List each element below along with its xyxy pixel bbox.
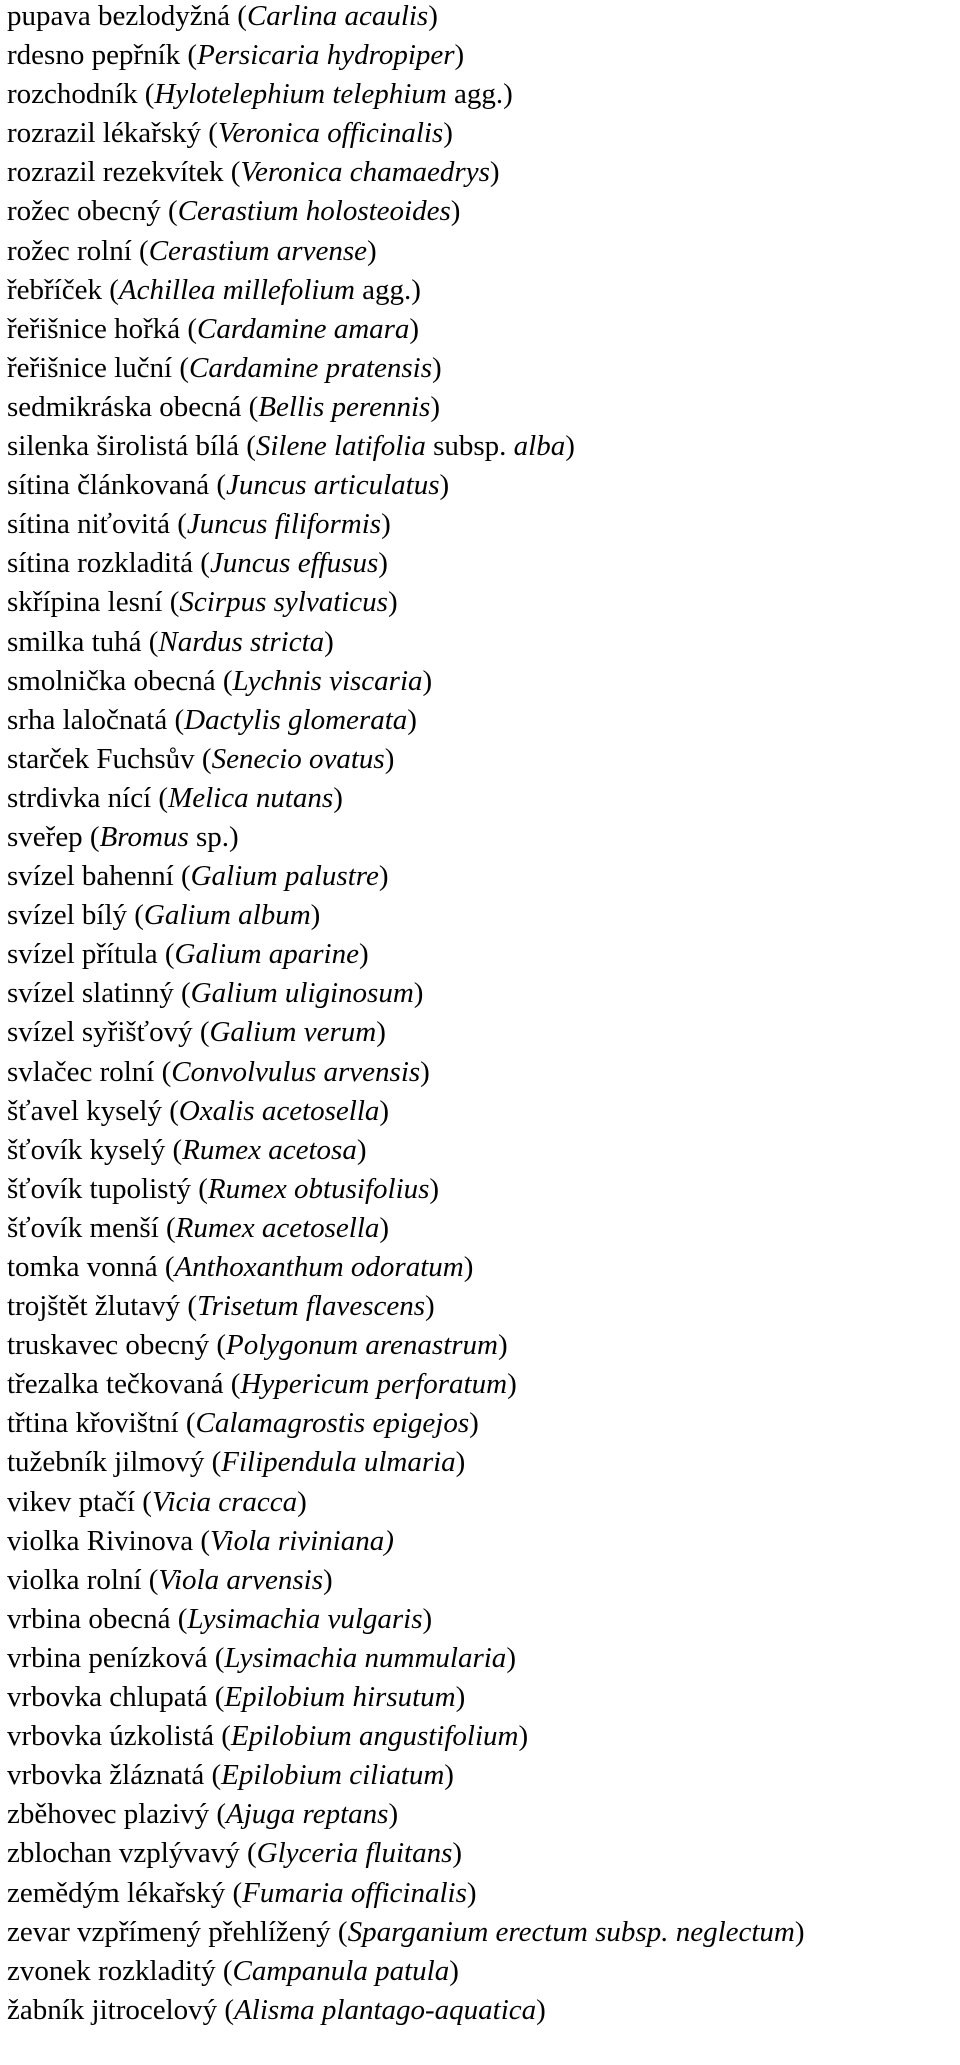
species-entry	[7, 1443, 957, 1482]
common-name: vrbovka chlupatá (	[7, 1681, 225, 1714]
species-entry	[7, 974, 957, 1013]
latin-name: Polygonum arenastrum	[226, 1329, 499, 1362]
species-entry	[7, 1131, 957, 1170]
common-name: zemědým lékařský (	[7, 1876, 243, 1909]
latin-name: Cerastium arvense	[148, 234, 367, 267]
common-name: vrbina obecná (	[7, 1602, 188, 1635]
species-list	[7, 0, 957, 2030]
species-entry	[7, 1834, 957, 1873]
closing-text: )	[376, 1016, 386, 1049]
closing-text: )	[358, 938, 369, 971]
common-name: silenka širolistá bílá (	[7, 430, 256, 463]
latin-name: Alisma plantago-aquatica	[234, 1993, 537, 2026]
closing-text: )	[420, 1055, 430, 1088]
latin-name: Lysimachia nummularia	[224, 1641, 507, 1674]
closing-text: )	[429, 1172, 440, 1205]
closing-text: )	[439, 469, 450, 502]
species-entry	[7, 583, 957, 622]
closing-text: )	[466, 1876, 477, 1909]
species-entry	[7, 310, 957, 349]
common-name: třtina křovištní (	[7, 1407, 196, 1440]
common-name: tomka vonná (	[7, 1251, 175, 1283]
species-entry	[7, 1326, 957, 1365]
closing-text: )	[407, 703, 417, 736]
latin-name: Galium verum	[209, 1016, 377, 1049]
closing-text: )	[536, 1993, 546, 2026]
species-entry	[7, 935, 957, 974]
closing-text: agg.)	[354, 273, 421, 306]
species-entry	[7, 271, 957, 310]
common-name: sítina niťovitá (	[7, 508, 187, 541]
latin-name: Sparganium erectum subsp. neglectum	[347, 1915, 795, 1948]
common-name: smolnička obecná (	[7, 664, 233, 697]
common-name: sveřep (	[7, 820, 100, 853]
common-name: šťovík menší (	[7, 1211, 176, 1244]
latin-name: Senecio ovatus	[211, 742, 385, 775]
common-name: vrbovka úzkolistá (	[7, 1720, 231, 1753]
closing-text: )	[455, 1681, 466, 1714]
common-name: svízel přítula (	[7, 938, 175, 971]
species-entry	[7, 505, 957, 544]
latin-name: Rumex obtusifolius	[207, 1172, 430, 1205]
latin-name: Juncus effusus	[209, 547, 379, 580]
latin-name: Achillea millefolium	[118, 273, 355, 306]
common-name: starček Fuchsův (	[7, 742, 212, 775]
species-entry	[7, 153, 957, 192]
closing-text: )	[381, 508, 391, 541]
common-name: zblochan vzplývavý (	[7, 1837, 257, 1870]
latin-name: Dactylis glomerata	[184, 703, 408, 736]
latin-name: Glyceria fluitans	[256, 1837, 453, 1870]
common-name: sítina rozkladitá (	[7, 547, 210, 580]
closing-text: )	[469, 1407, 479, 1440]
species-entry	[7, 1287, 957, 1326]
species-entry	[7, 818, 957, 857]
latin-name: Ajuga reptans	[226, 1798, 389, 1831]
species-entry	[7, 114, 957, 153]
species-entry	[7, 1404, 957, 1443]
closing-text: )	[388, 1798, 399, 1831]
common-name: zvonek rozkladitý (	[7, 1954, 233, 1987]
latin-name: Galium album	[143, 899, 311, 932]
species-entry	[7, 1913, 957, 1952]
latin-name: Cerastium holosteoides	[177, 195, 451, 228]
latin-name: Veronica chamaedrys	[240, 156, 490, 189]
latin-name: Scirpus sylvaticus	[179, 586, 388, 619]
latin-name: Melica nutans	[168, 781, 334, 814]
closing-text: )	[356, 1133, 367, 1166]
species-entry	[7, 75, 957, 114]
latin-name: Hylotelephium telephium	[154, 78, 447, 111]
latin-name: Viola riviniana)	[209, 1524, 394, 1557]
common-name: řeřišnice hořká (	[7, 312, 198, 345]
species-entry	[7, 1248, 957, 1287]
common-name: smilka tuhá (	[7, 625, 159, 658]
species-entry	[7, 1170, 957, 1209]
common-name: svízel slatinný (	[7, 977, 191, 1010]
common-name: svlačec rolní (	[7, 1055, 172, 1088]
species-entry	[7, 1053, 957, 1092]
common-name: šťovík kyselý (	[7, 1133, 183, 1166]
species-entry	[7, 740, 957, 779]
latin-name: Juncus articulatus	[226, 469, 440, 502]
common-name: vikev ptačí (	[7, 1485, 152, 1518]
closing-text: agg.)	[446, 78, 513, 111]
species-entry	[7, 1639, 957, 1678]
latin-name: Bellis perennis	[258, 390, 431, 423]
closing-text: )	[443, 117, 453, 150]
species-entry	[7, 896, 957, 935]
closing-text: )	[310, 899, 321, 932]
closing-text: )	[498, 1329, 508, 1362]
species-entry	[7, 1209, 957, 1248]
species-entry	[7, 192, 957, 231]
common-name: sedmikráska obecná (	[7, 390, 259, 423]
species-entry	[7, 1013, 957, 1052]
latin-name: Anthoxanthum odoratum	[174, 1251, 464, 1283]
species-entry	[7, 1756, 957, 1795]
species-entry	[7, 232, 957, 271]
common-name: srha laločnatá (	[7, 703, 185, 736]
latin-name: Viola arvensis	[158, 1563, 324, 1596]
rank-abbreviation: subsp.	[425, 430, 514, 463]
latin-name: Cardamine pratensis	[188, 351, 433, 384]
closing-text: )	[455, 1446, 466, 1479]
species-entry	[7, 1092, 957, 1131]
latin-name: Galium uliginosum	[190, 977, 414, 1010]
closing-text: )	[428, 0, 438, 32]
species-entry	[7, 623, 957, 662]
closing-text: )	[378, 547, 388, 580]
closing-text: )	[422, 1602, 433, 1635]
infraspecific-name: alba	[513, 430, 566, 463]
common-name: vrbovka žláznatá (	[7, 1759, 222, 1792]
common-name: tužebník jilmový (	[7, 1446, 222, 1479]
closing-text: )	[444, 1759, 454, 1792]
species-entry	[7, 701, 957, 740]
species-entry	[7, 0, 957, 36]
closing-text: )	[413, 977, 424, 1010]
species-entry	[7, 1717, 957, 1756]
common-name: žabník jitrocelový (	[7, 1993, 235, 2026]
common-name: sítina článkovaná (	[7, 469, 227, 502]
latin-name: Oxalis acetosella	[178, 1094, 380, 1127]
common-name: violka Rivinova (	[7, 1524, 210, 1557]
closing-text: )	[297, 1485, 307, 1518]
closing-text: )	[366, 234, 377, 267]
closing-text: )	[452, 1837, 463, 1870]
closing-text: )	[463, 1251, 474, 1283]
species-entry	[7, 544, 957, 583]
closing-text: )	[409, 312, 420, 345]
closing-text: )	[430, 390, 440, 423]
latin-name: Calamagrostis epigejos	[195, 1407, 470, 1440]
latin-name: Lychnis viscaria	[232, 664, 423, 697]
species-entry	[7, 1795, 957, 1834]
species-entry	[7, 662, 957, 701]
common-name: svízel bahenní (	[7, 860, 191, 893]
latin-name: Juncus filiformis	[186, 508, 382, 541]
common-name: šťovík tupolistý (	[7, 1172, 208, 1205]
species-entry	[7, 427, 957, 466]
closing-text: )	[333, 781, 343, 814]
latin-name: Bromus	[99, 820, 189, 853]
common-name: třezalka tečkovaná (	[7, 1368, 241, 1401]
common-name: rožec obecný (	[7, 195, 178, 228]
latin-name: Fumaria officinalis	[242, 1876, 467, 1909]
common-name: truskavec obecný (	[7, 1329, 227, 1362]
closing-text: )	[324, 625, 334, 658]
latin-name: Carlina acaulis	[246, 0, 429, 32]
latin-name: Epilobium hirsutum	[224, 1681, 456, 1714]
species-entry	[7, 1522, 957, 1561]
latin-name: Rumex acetosella	[175, 1211, 380, 1244]
species-entry	[7, 857, 957, 896]
common-name: trojštět žlutavý (	[7, 1290, 198, 1323]
latin-name: Campanula patula	[232, 1954, 450, 1987]
species-entry	[7, 1952, 957, 1991]
common-name: vrbina penízková (	[7, 1641, 225, 1674]
common-name: violka rolní (	[7, 1563, 159, 1596]
closing-text: sp.)	[188, 820, 239, 853]
closing-text: )	[506, 1641, 516, 1674]
latin-name: Trisetum flavescens	[197, 1290, 426, 1323]
species-entry	[7, 349, 957, 388]
common-name: rdesno pepřník (	[7, 39, 198, 72]
common-name: svízel syřišťový (	[7, 1016, 210, 1049]
latin-name: Vicia cracca	[151, 1485, 298, 1518]
common-name: svízel bílý (	[7, 899, 144, 932]
closing-text: )	[518, 1720, 529, 1753]
species-entry	[7, 779, 957, 818]
common-name: šťavel kyselý (	[7, 1094, 179, 1127]
common-name: pupava bezlodyžná (	[7, 0, 247, 32]
species-entry	[7, 1991, 957, 2030]
species-entry	[7, 1600, 957, 1639]
latin-name: Lysimachia vulgaris	[187, 1602, 423, 1635]
closing-text: )	[378, 860, 389, 893]
closing-text: )	[387, 586, 398, 619]
closing-text: )	[379, 1211, 390, 1244]
common-name: rožec rolní (	[7, 234, 149, 267]
species-entry	[7, 466, 957, 505]
closing-text: )	[454, 39, 465, 72]
latin-name: Galium aparine	[174, 938, 359, 971]
latin-name: Hypericum perforatum	[240, 1368, 508, 1401]
latin-name: Persicaria hydropiper	[197, 39, 455, 72]
common-name: rozchodník (	[7, 78, 155, 111]
latin-name: Rumex acetosa	[182, 1133, 357, 1166]
closing-text: )	[384, 742, 395, 775]
closing-text: )	[432, 351, 442, 384]
latin-name: Epilobium angustifolium	[230, 1720, 519, 1753]
latin-name: Silene latifolia	[255, 430, 426, 463]
species-entry	[7, 1483, 957, 1522]
species-entry	[7, 1365, 957, 1404]
latin-name: Cardamine amara	[197, 312, 410, 345]
species-entry	[7, 388, 957, 427]
common-name: strdivka nící (	[7, 781, 169, 814]
latin-name: Epilobium ciliatum	[221, 1759, 445, 1792]
latin-name: Convolvulus arvensis	[171, 1055, 421, 1088]
closing-text: )	[565, 430, 575, 463]
common-name: skřípina lesní (	[7, 586, 180, 619]
closing-text: )	[449, 1954, 459, 1987]
closing-text: )	[379, 1094, 390, 1127]
latin-name: Filipendula ulmaria	[221, 1446, 456, 1479]
common-name: řeřišnice luční (	[7, 351, 189, 384]
closing-text: )	[323, 1563, 333, 1596]
species-entry	[7, 1874, 957, 1913]
common-name: rozrazil lékařský (	[7, 117, 218, 150]
common-name: zevar vzpřímený přehlížený (	[7, 1915, 348, 1948]
species-entry	[7, 1561, 957, 1600]
common-name: zběhovec plazivý (	[7, 1798, 227, 1831]
closing-text: )	[450, 195, 461, 228]
closing-text: )	[507, 1368, 517, 1401]
latin-name: Nardus stricta	[158, 625, 325, 658]
closing-text: )	[425, 1290, 435, 1323]
common-name: řebříček (	[7, 273, 119, 306]
closing-text: )	[489, 156, 500, 189]
closing-text: )	[794, 1915, 805, 1948]
closing-text: )	[422, 664, 433, 697]
latin-name: Galium palustre	[190, 860, 379, 893]
latin-name: Veronica officinalis	[217, 117, 444, 150]
species-entry	[7, 36, 957, 75]
common-name: rozrazil rezekvítek (	[7, 156, 241, 189]
species-entry	[7, 1678, 957, 1717]
